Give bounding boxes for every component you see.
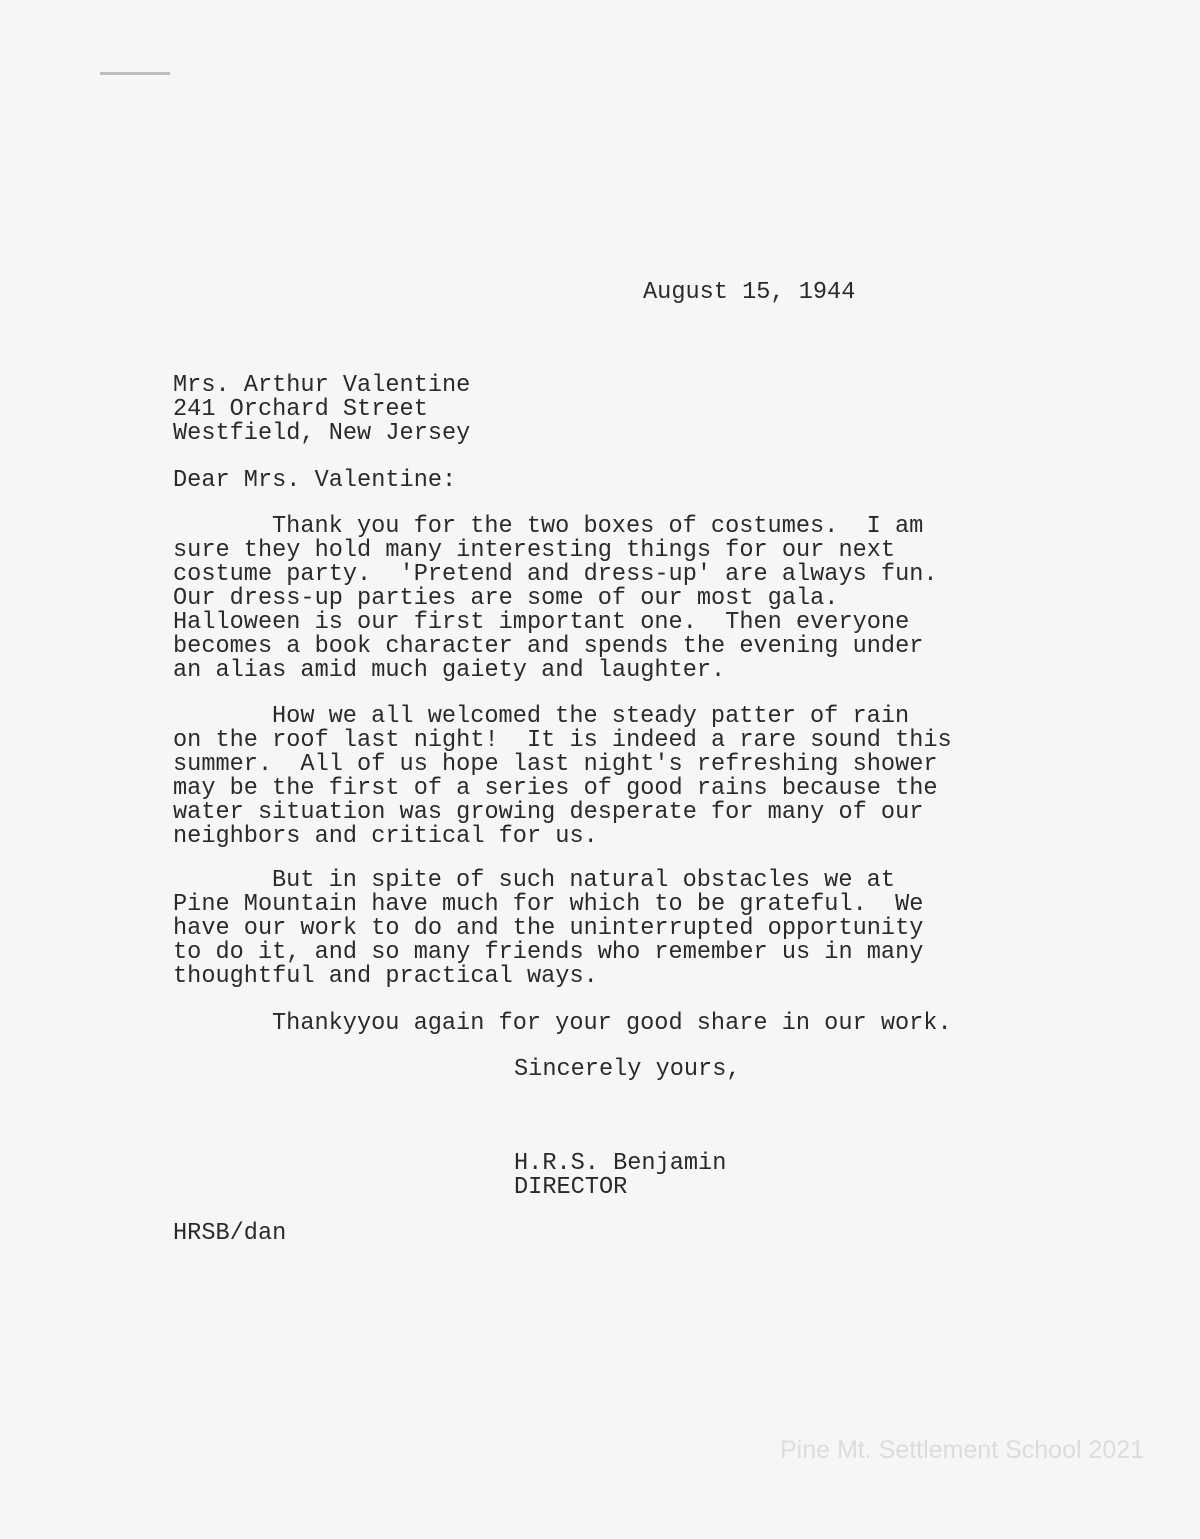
text-line: an alias amid much gaiety and laughter.: [173, 657, 726, 684]
text-line: may be the first of a series of good rains because the: [173, 775, 938, 802]
text-line: But in spite of such natural obstacles we at: [272, 867, 895, 894]
letter-date: August 15, 1944: [643, 279, 856, 306]
paragraph-1: [173, 515, 938, 683]
address-line: Mrs. Arthur Valentine: [173, 372, 471, 399]
recipient-address: [173, 374, 470, 446]
text-line: water situation was growing desperate for many of our: [173, 799, 924, 826]
text-line: Thank you for the two boxes of costumes. I am: [272, 513, 924, 540]
signer-name: H.R.S. Benjamin: [514, 1150, 727, 1177]
signer-title: DIRECTOR: [514, 1174, 628, 1201]
paragraph-2: [173, 705, 952, 849]
text-line: have our work to do and the uninterrupted opportunity: [173, 915, 924, 942]
text-line: Pine Mountain have much for which to be grateful. We: [173, 891, 924, 918]
paragraph-3: [173, 869, 923, 989]
text-line: on the roof last night! It is indeed a rare sound this: [173, 727, 952, 754]
address-line: 241 Orchard Street: [173, 396, 428, 423]
watermark: Pine Mt. Settlement School 2021: [780, 1436, 1145, 1464]
paragraph-4: [173, 1012, 952, 1036]
reference-initials: HRSB/dan: [173, 1220, 287, 1247]
text-line: costume party. 'Pretend and dress-up' are always fun.: [173, 561, 938, 588]
closing: Sincerely yours,: [514, 1056, 741, 1083]
text-line: summer. All of us hope last night's refreshing shower: [173, 751, 938, 778]
scan-mark: [100, 72, 170, 75]
address-line: Westfield, New Jersey: [173, 420, 471, 447]
text-line: How we all welcomed the steady patter of rain: [272, 703, 910, 730]
text-line: Our dress-up parties are some of our most gala.: [173, 585, 839, 612]
signature-block: [514, 1152, 726, 1200]
text-line: thoughtful and practical ways.: [173, 963, 598, 990]
text-line: Halloween is our first important one. Then everyone: [173, 609, 910, 636]
text-line: Thankyyou again for your good share in our work.: [272, 1010, 952, 1037]
salutation: Dear Mrs. Valentine:: [173, 467, 457, 494]
text-line: neighbors and critical for us.: [173, 823, 598, 850]
text-line: sure they hold many interesting things for our next: [173, 537, 896, 564]
text-line: to do it, and so many friends who remember us in many: [173, 939, 924, 966]
text-line: becomes a book character and spends the evening under: [173, 633, 924, 660]
